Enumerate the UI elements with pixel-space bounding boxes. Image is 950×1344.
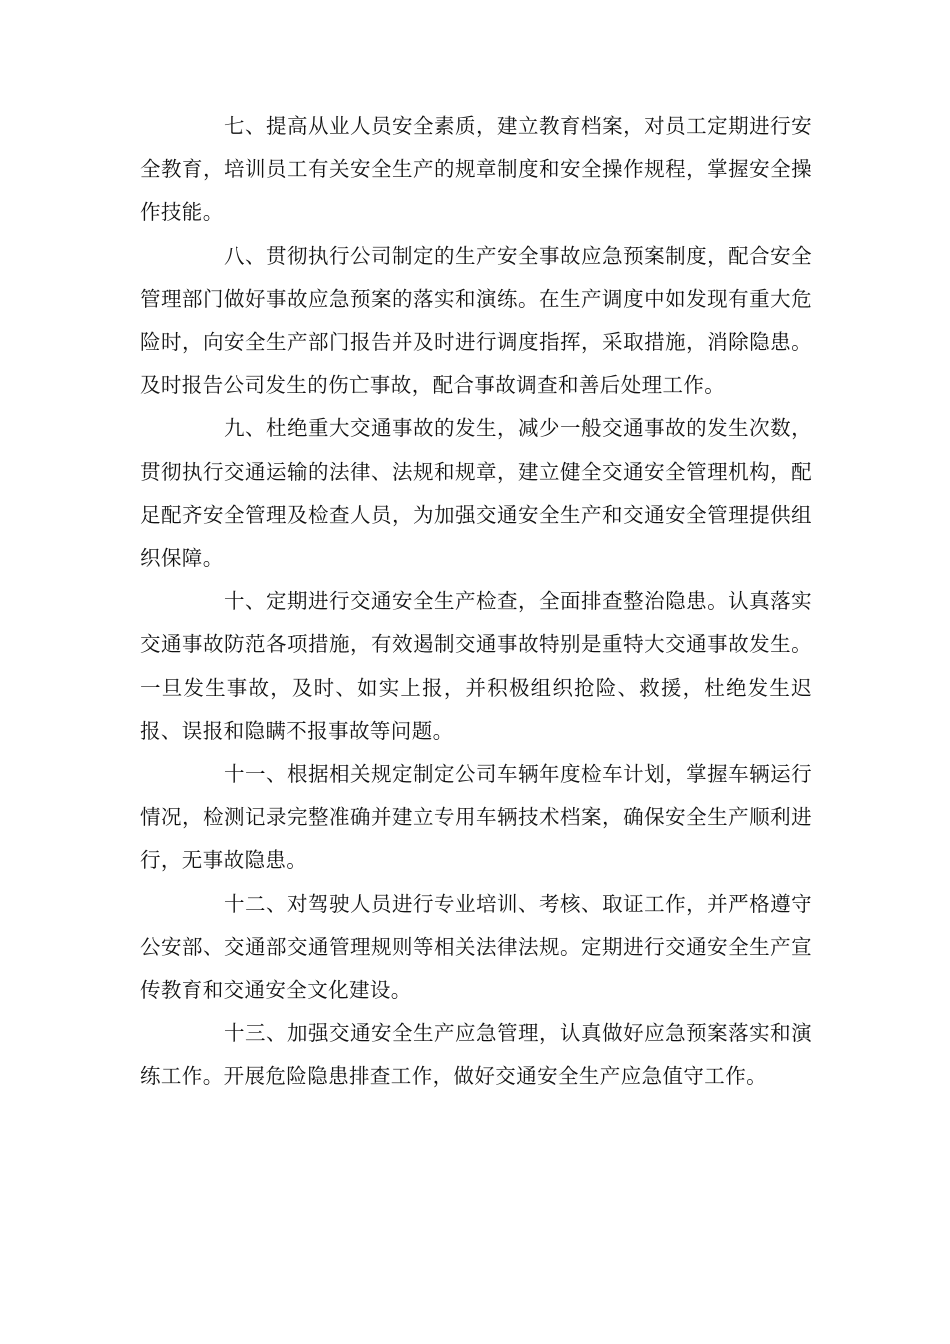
paragraph-item-11: 十一、根据相关规定制定公司车辆年度检车计划，掌握车辆运行情况，检测记录完整准确并建立专用车辆技术档案，确保安全生产顺利进行，无事故隐患。 [140, 762, 812, 873]
paragraph-item-9: 九、杜绝重大交通事故的发生，减少一般交通事故的发生次数，贯彻执行交通运输的法律、法规和规章，建立健全交通安全管理机构，配足配齐安全管理及检查人员，为加强交通安全生产和交通安全管理提供组织保障。 [140, 416, 812, 571]
paragraph-item-13: 十三、加强交通安全生产应急管理，认真做好应急预案落实和演练工作。开展危险隐患排查工作，做好交通安全生产应急值守工作。 [140, 1021, 812, 1089]
paragraph-item-10: 十、定期进行交通安全生产检查，全面排查整治隐患。认真落实交通事故防范各项措施，有效遏制交通事故特别是重特大交通事故发生。一旦发生事故，及时、如实上报，并积极组织抢险、救援，杜绝发生迟报、误报和隐瞒不报事故等问题。 [140, 589, 812, 743]
paragraph-item-12: 十二、对驾驶人员进行专业培训、考核、取证工作，并严格遵守公安部、交通部交通管理规则等相关法律法规。定期进行交通安全生产宣传教育和交通安全文化建设。 [140, 891, 812, 1003]
paragraph-item-8: 八、贯彻执行公司制定的生产安全事故应急预案制度，配合安全管理部门做好事故应急预案的落实和演练。在生产调度中如发现有重大危险时，向安全生产部门报告并及时进行调度指挥，采取措施，消除隐患。及时报告公司发生的伤亡事故，配合事故调查和善后处理工作。 [140, 243, 812, 398]
paragraph-item-7: 七、提高从业人员安全素质，建立教育档案，对员工定期进行安全教育，培训员工有关安全生产的规章制度和安全操作规程，掌握安全操作技能。 [140, 114, 812, 225]
document-body [140, 105, 812, 1099]
